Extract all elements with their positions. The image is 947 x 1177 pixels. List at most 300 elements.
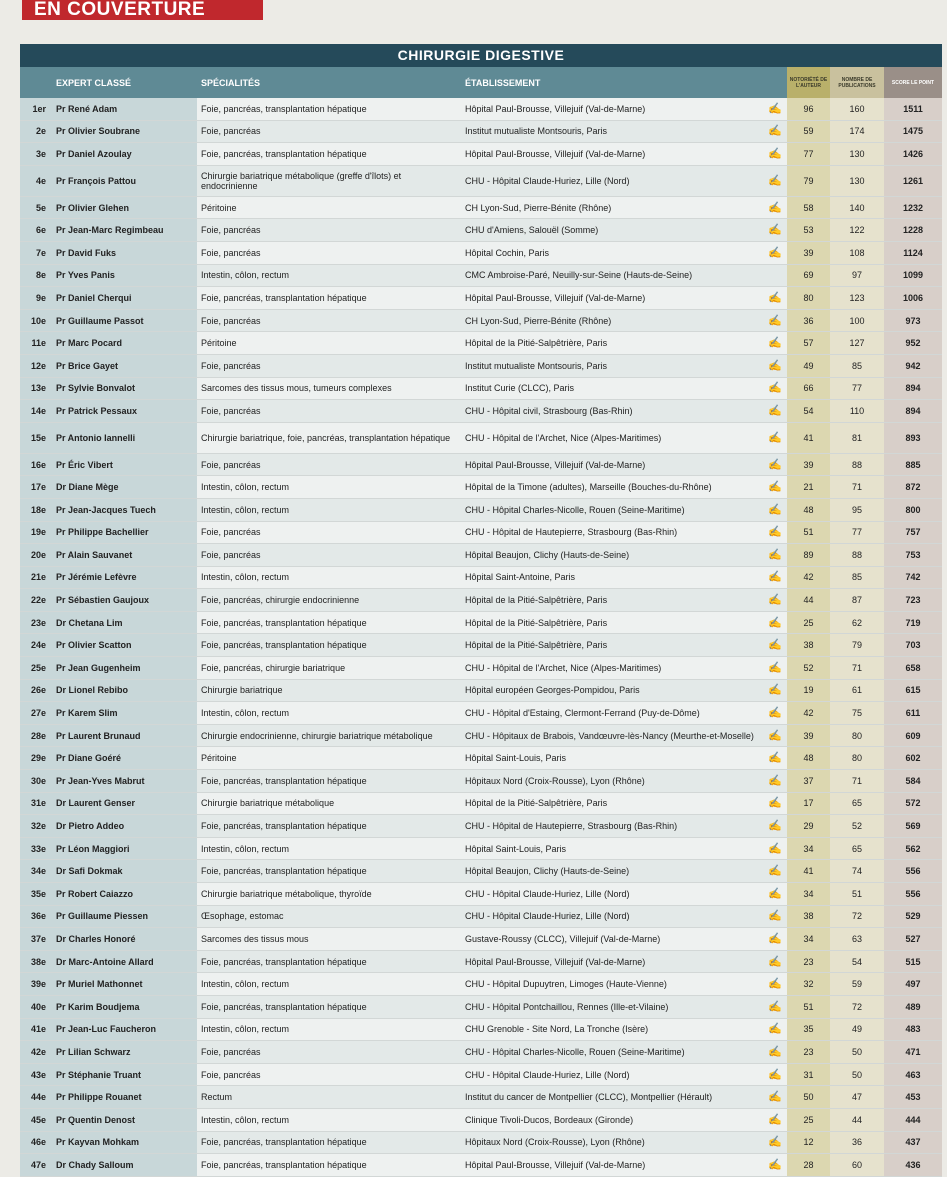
expert-name: Pr Philippe Rouanet bbox=[52, 1086, 197, 1109]
specialite: Foie, pancréas bbox=[197, 241, 461, 264]
specialite: Foie, pancréas, transplantation hépatique bbox=[197, 287, 461, 310]
publications-value: 100 bbox=[830, 309, 884, 332]
score-value: 753 bbox=[884, 544, 942, 567]
expert-name: Pr Brice Gayet bbox=[52, 354, 197, 377]
etablissement: Hôpital Saint-Louis, Paris bbox=[461, 837, 763, 860]
table-row bbox=[20, 702, 942, 725]
rank-cell: 13e bbox=[20, 377, 52, 400]
table-row bbox=[20, 309, 942, 332]
ranking-table bbox=[20, 67, 942, 1177]
etablissement: Institut mutualiste Montsouris, Paris bbox=[461, 120, 763, 143]
rank-cell: 5e bbox=[20, 196, 52, 219]
etablissement: Hôpital de la Pitié-Salpêtrière, Paris bbox=[461, 792, 763, 815]
notoriete-value: 96 bbox=[787, 98, 830, 120]
score-value: 615 bbox=[884, 679, 942, 702]
etablissement: Hôpitaux Nord (Croix-Rousse), Lyon (Rhône) bbox=[461, 770, 763, 793]
publications-value: 49 bbox=[830, 1018, 884, 1041]
table-row bbox=[20, 498, 942, 521]
writing-hand-icon: ✍ bbox=[763, 521, 787, 544]
rank-cell: 10e bbox=[20, 309, 52, 332]
etablissement: CHU - Hôpital Claude-Huriez, Lille (Nord) bbox=[461, 905, 763, 928]
specialite: Péritoine bbox=[197, 332, 461, 355]
publications-value: 77 bbox=[830, 377, 884, 400]
score-value: 602 bbox=[884, 747, 942, 770]
notoriete-value: 36 bbox=[787, 309, 830, 332]
table-row bbox=[20, 120, 942, 143]
notoriete-value: 52 bbox=[787, 657, 830, 680]
expert-header: EXPERT CLASSÉ bbox=[52, 67, 197, 98]
rank-cell: 16e bbox=[20, 453, 52, 476]
notoriete-value: 19 bbox=[787, 679, 830, 702]
rank-cell: 15e bbox=[20, 422, 52, 453]
score-value: 893 bbox=[884, 422, 942, 453]
score-value: 894 bbox=[884, 377, 942, 400]
table-row bbox=[20, 566, 942, 589]
etablissement: Hôpital Paul-Brousse, Villejuif (Val-de-Marne) bbox=[461, 287, 763, 310]
specialite: Chirurgie bariatrique métabolique, thyroïde bbox=[197, 883, 461, 906]
score-value: 515 bbox=[884, 950, 942, 973]
rank-cell: 36e bbox=[20, 905, 52, 928]
specialite: Foie, pancréas bbox=[197, 219, 461, 242]
table-row bbox=[20, 165, 942, 196]
publications-value: 62 bbox=[830, 611, 884, 634]
writing-hand-icon: ✍ bbox=[763, 679, 787, 702]
expert-name: Pr François Pattou bbox=[52, 165, 197, 196]
publications-value: 71 bbox=[830, 770, 884, 793]
section-banner: EN COUVERTURE bbox=[22, 0, 263, 20]
expert-name: Pr Patrick Pessaux bbox=[52, 400, 197, 423]
expert-name: Pr Léon Maggiori bbox=[52, 837, 197, 860]
expert-name: Pr Laurent Brunaud bbox=[52, 724, 197, 747]
expert-name: Pr Karim Boudjema bbox=[52, 995, 197, 1018]
notoriete-value: 12 bbox=[787, 1131, 830, 1154]
publications-value: 54 bbox=[830, 950, 884, 973]
publications-value: 52 bbox=[830, 815, 884, 838]
expert-name: Pr Quentin Denost bbox=[52, 1108, 197, 1131]
score-value: 1006 bbox=[884, 287, 942, 310]
etablissement: Hôpital de la Pitié-Salpêtrière, Paris bbox=[461, 611, 763, 634]
rank-cell: 6e bbox=[20, 219, 52, 242]
writing-hand-icon: ✍ bbox=[763, 724, 787, 747]
publications-value: 36 bbox=[830, 1131, 884, 1154]
notoriete-value: 58 bbox=[787, 196, 830, 219]
etablissement: CHU d'Amiens, Salouël (Somme) bbox=[461, 219, 763, 242]
specialite: Foie, pancréas, transplantation hépatique bbox=[197, 98, 461, 120]
publications-value: 60 bbox=[830, 1154, 884, 1177]
publications-value: 123 bbox=[830, 287, 884, 310]
rank-cell: 19e bbox=[20, 521, 52, 544]
notoriete-value: 51 bbox=[787, 521, 830, 544]
writing-hand-icon: ✍ bbox=[763, 1131, 787, 1154]
notoriete-value: 49 bbox=[787, 354, 830, 377]
publications-value: 61 bbox=[830, 679, 884, 702]
table-row bbox=[20, 1131, 942, 1154]
writing-hand-icon: ✍ bbox=[763, 883, 787, 906]
publications-value: 80 bbox=[830, 747, 884, 770]
table-row bbox=[20, 950, 942, 973]
specialite: Foie, pancréas bbox=[197, 309, 461, 332]
table-row bbox=[20, 143, 942, 166]
specialite: Sarcomes des tissus mous, tumeurs complexes bbox=[197, 377, 461, 400]
writing-hand-icon: ✍ bbox=[763, 860, 787, 883]
writing-hand-icon: ✍ bbox=[763, 1108, 787, 1131]
notoriete-value: 32 bbox=[787, 973, 830, 996]
specialite: Œsophage, estomac bbox=[197, 905, 461, 928]
specialite: Foie, pancréas bbox=[197, 544, 461, 567]
specialite: Intestin, côlon, rectum bbox=[197, 566, 461, 589]
rank-cell: 43e bbox=[20, 1063, 52, 1086]
table-row bbox=[20, 589, 942, 612]
publications-value: 140 bbox=[830, 196, 884, 219]
etablissement: Hôpital Cochin, Paris bbox=[461, 241, 763, 264]
etablissement: Institut du cancer de Montpellier (CLCC), Montpellier (Hérault) bbox=[461, 1086, 763, 1109]
table-row bbox=[20, 377, 942, 400]
etablissement: CHU - Hôpital de l'Archet, Nice (Alpes-Maritimes) bbox=[461, 657, 763, 680]
score-value: 471 bbox=[884, 1041, 942, 1064]
specialite: Foie, pancréas bbox=[197, 521, 461, 544]
notoriete-value: 48 bbox=[787, 498, 830, 521]
publications-value: 79 bbox=[830, 634, 884, 657]
specialite: Foie, pancréas, transplantation hépatique bbox=[197, 611, 461, 634]
writing-hand-icon: ✍ bbox=[763, 770, 787, 793]
expert-name: Pr Diane Goéré bbox=[52, 747, 197, 770]
score-header: SCORE LE POINT bbox=[884, 67, 942, 98]
specialite: Intestin, côlon, rectum bbox=[197, 264, 461, 287]
notoriete-value: 34 bbox=[787, 928, 830, 951]
table-row bbox=[20, 264, 942, 287]
etablissement: Hôpital Paul-Brousse, Villejuif (Val-de-Marne) bbox=[461, 453, 763, 476]
score-value: 463 bbox=[884, 1063, 942, 1086]
table-row bbox=[20, 196, 942, 219]
rank-header bbox=[20, 67, 52, 98]
score-value: 497 bbox=[884, 973, 942, 996]
rank-cell: 21e bbox=[20, 566, 52, 589]
specialite: Foie, pancréas, transplantation hépatique bbox=[197, 634, 461, 657]
rank-cell: 25e bbox=[20, 657, 52, 680]
table-row bbox=[20, 400, 942, 423]
writing-hand-icon: ✍ bbox=[763, 815, 787, 838]
expert-name: Pr Guillaume Passot bbox=[52, 309, 197, 332]
score-value: 556 bbox=[884, 860, 942, 883]
expert-name: Dr Safi Dokmak bbox=[52, 860, 197, 883]
writing-hand-icon: ✍ bbox=[763, 453, 787, 476]
notoriete-value: 39 bbox=[787, 241, 830, 264]
rank-cell: 37e bbox=[20, 928, 52, 951]
etablissement: Hôpital Paul-Brousse, Villejuif (Val-de-Marne) bbox=[461, 950, 763, 973]
score-value: 572 bbox=[884, 792, 942, 815]
specialite: Chirurgie bariatrique, foie, pancréas, transplantation hépatique bbox=[197, 422, 461, 453]
publications-value: 72 bbox=[830, 995, 884, 1018]
etablissement-header: ÉTABLISSEMENT bbox=[461, 67, 763, 98]
table-body bbox=[20, 98, 942, 1176]
notoriete-value: 37 bbox=[787, 770, 830, 793]
etablissement: CHU - Hôpital Charles-Nicolle, Rouen (Seine-Maritime) bbox=[461, 498, 763, 521]
etablissement: Hôpital européen Georges-Pompidou, Paris bbox=[461, 679, 763, 702]
score-value: 584 bbox=[884, 770, 942, 793]
publications-value: 110 bbox=[830, 400, 884, 423]
publications-value: 130 bbox=[830, 165, 884, 196]
notoriete-value: 17 bbox=[787, 792, 830, 815]
publications-value: 75 bbox=[830, 702, 884, 725]
expert-name: Pr Alain Sauvanet bbox=[52, 544, 197, 567]
writing-hand-icon: ✍ bbox=[763, 1041, 787, 1064]
rank-cell: 9e bbox=[20, 287, 52, 310]
rank-cell: 20e bbox=[20, 544, 52, 567]
publications-value: 71 bbox=[830, 476, 884, 499]
rank-cell: 4e bbox=[20, 165, 52, 196]
rank-cell: 14e bbox=[20, 400, 52, 423]
writing-hand-icon: ✍ bbox=[763, 1086, 787, 1109]
etablissement: Hôpital Beaujon, Clichy (Hauts-de-Seine) bbox=[461, 544, 763, 567]
table-row bbox=[20, 657, 942, 680]
etablissement: Hôpital Beaujon, Clichy (Hauts-de-Seine) bbox=[461, 860, 763, 883]
expert-name: Pr Jean-Yves Mabrut bbox=[52, 770, 197, 793]
writing-hand-icon: ✍ bbox=[763, 589, 787, 612]
rank-cell: 34e bbox=[20, 860, 52, 883]
publications-value: 127 bbox=[830, 332, 884, 355]
score-value: 611 bbox=[884, 702, 942, 725]
specialite: Foie, pancréas bbox=[197, 453, 461, 476]
notoriete-value: 34 bbox=[787, 883, 830, 906]
specialite: Foie, pancréas, transplantation hépatique bbox=[197, 815, 461, 838]
specialite: Intestin, côlon, rectum bbox=[197, 498, 461, 521]
specialite: Foie, pancréas bbox=[197, 400, 461, 423]
expert-name: Dr Laurent Genser bbox=[52, 792, 197, 815]
etablissement: CHU - Hôpital Dupuytren, Limoges (Haute-Vienne) bbox=[461, 973, 763, 996]
publications-value: 95 bbox=[830, 498, 884, 521]
writing-hand-icon: ✍ bbox=[763, 950, 787, 973]
rank-cell: 42e bbox=[20, 1041, 52, 1064]
publications-value: 65 bbox=[830, 837, 884, 860]
table-row bbox=[20, 679, 942, 702]
rank-cell: 28e bbox=[20, 724, 52, 747]
publications-value: 87 bbox=[830, 589, 884, 612]
publications-value: 122 bbox=[830, 219, 884, 242]
specialite: Foie, pancréas, transplantation hépatique bbox=[197, 1131, 461, 1154]
etablissement: Hôpital Paul-Brousse, Villejuif (Val-de-Marne) bbox=[461, 1154, 763, 1177]
expert-name: Pr Olivier Glehen bbox=[52, 196, 197, 219]
score-value: 952 bbox=[884, 332, 942, 355]
specialite: Intestin, côlon, rectum bbox=[197, 1108, 461, 1131]
publications-value: 97 bbox=[830, 264, 884, 287]
etablissement: CHU - Hôpital Claude-Huriez, Lille (Nord) bbox=[461, 883, 763, 906]
score-value: 942 bbox=[884, 354, 942, 377]
expert-name: Pr Guillaume Piessen bbox=[52, 905, 197, 928]
rank-cell: 33e bbox=[20, 837, 52, 860]
publications-value: 65 bbox=[830, 792, 884, 815]
expert-name: Dr Marc-Antoine Allard bbox=[52, 950, 197, 973]
notoriete-value: 41 bbox=[787, 860, 830, 883]
score-value: 742 bbox=[884, 566, 942, 589]
writing-hand-icon: ✍ bbox=[763, 544, 787, 567]
publications-value: 59 bbox=[830, 973, 884, 996]
writing-hand-icon: ✍ bbox=[763, 165, 787, 196]
expert-name: Dr Charles Honoré bbox=[52, 928, 197, 951]
score-value: 894 bbox=[884, 400, 942, 423]
etablissement: Hôpital de la Timone (adultes), Marseille (Bouches-du-Rhône) bbox=[461, 476, 763, 499]
publications-value: 74 bbox=[830, 860, 884, 883]
score-value: 569 bbox=[884, 815, 942, 838]
rank-cell: 31e bbox=[20, 792, 52, 815]
etablissement: CHU - Hôpitaux de Brabois, Vandœuvre-lès-Nancy (Meurthe-et-Moselle) bbox=[461, 724, 763, 747]
expert-name: Pr David Fuks bbox=[52, 241, 197, 264]
etablissement: Institut mutualiste Montsouris, Paris bbox=[461, 354, 763, 377]
icon-header bbox=[763, 67, 787, 98]
score-value: 529 bbox=[884, 905, 942, 928]
specialite: Intestin, côlon, rectum bbox=[197, 702, 461, 725]
specialite: Rectum bbox=[197, 1086, 461, 1109]
notoriete-value: 66 bbox=[787, 377, 830, 400]
expert-name: Pr Jean Gugenheim bbox=[52, 657, 197, 680]
notoriete-value: 69 bbox=[787, 264, 830, 287]
writing-hand-icon: ✍ bbox=[763, 928, 787, 951]
writing-hand-icon: ✍ bbox=[763, 120, 787, 143]
expert-name: Pr Lilian Schwarz bbox=[52, 1041, 197, 1064]
notoriete-value: 21 bbox=[787, 476, 830, 499]
notoriete-value: 48 bbox=[787, 747, 830, 770]
expert-name: Pr Karem Slim bbox=[52, 702, 197, 725]
etablissement: CHU - Hôpital Charles-Nicolle, Rouen (Seine-Maritime) bbox=[461, 1041, 763, 1064]
publications-value: 47 bbox=[830, 1086, 884, 1109]
specialites-header: SPÉCIALITÉS bbox=[197, 67, 461, 98]
specialite: Sarcomes des tissus mous bbox=[197, 928, 461, 951]
notoriete-value: 35 bbox=[787, 1018, 830, 1041]
writing-hand-icon: ✍ bbox=[763, 702, 787, 725]
notoriete-value: 42 bbox=[787, 566, 830, 589]
etablissement: Hôpitaux Nord (Croix-Rousse), Lyon (Rhône) bbox=[461, 1131, 763, 1154]
expert-name: Pr Jean-Jacques Tuech bbox=[52, 498, 197, 521]
expert-name: Pr Yves Panis bbox=[52, 264, 197, 287]
writing-hand-icon: ✍ bbox=[763, 1154, 787, 1177]
publications-value: 85 bbox=[830, 566, 884, 589]
notoriete-value: 38 bbox=[787, 905, 830, 928]
table-row bbox=[20, 1108, 942, 1131]
etablissement: CH Lyon-Sud, Pierre-Bénite (Rhône) bbox=[461, 196, 763, 219]
score-value: 1232 bbox=[884, 196, 942, 219]
rank-cell: 47e bbox=[20, 1154, 52, 1177]
expert-name: Pr Daniel Cherqui bbox=[52, 287, 197, 310]
specialite: Foie, pancréas, transplantation hépatique bbox=[197, 770, 461, 793]
specialite: Foie, pancréas, transplantation hépatique bbox=[197, 950, 461, 973]
expert-name: Pr Olivier Scatton bbox=[52, 634, 197, 657]
writing-hand-icon: ✍ bbox=[763, 196, 787, 219]
publications-value: 44 bbox=[830, 1108, 884, 1131]
publications-value: 108 bbox=[830, 241, 884, 264]
score-value: 1124 bbox=[884, 241, 942, 264]
notoriete-value: 23 bbox=[787, 1041, 830, 1064]
writing-hand-icon: ✍ bbox=[763, 657, 787, 680]
etablissement: CHU - Hôpital de l'Archet, Nice (Alpes-Maritimes) bbox=[461, 422, 763, 453]
expert-name: Pr Sylvie Bonvalot bbox=[52, 377, 197, 400]
writing-hand-icon: ✍ bbox=[763, 377, 787, 400]
specialite: Foie, pancréas bbox=[197, 354, 461, 377]
specialite: Intestin, côlon, rectum bbox=[197, 973, 461, 996]
specialite: Chirurgie endocrinienne, chirurgie bariatrique métabolique bbox=[197, 724, 461, 747]
writing-hand-icon: ✍ bbox=[763, 611, 787, 634]
score-value: 1228 bbox=[884, 219, 942, 242]
notoriete-value: 77 bbox=[787, 143, 830, 166]
table-row bbox=[20, 98, 942, 120]
table-header-row bbox=[20, 67, 942, 98]
notoriete-value: 31 bbox=[787, 1063, 830, 1086]
publications-value: 72 bbox=[830, 905, 884, 928]
notoriete-value: 25 bbox=[787, 611, 830, 634]
expert-name: Pr Stéphanie Truant bbox=[52, 1063, 197, 1086]
expert-name: Pr Jean-Marc Regimbeau bbox=[52, 219, 197, 242]
rank-cell: 32e bbox=[20, 815, 52, 838]
specialite: Chirurgie bariatrique métabolique (greffe d'îlots) et endocrinienne bbox=[197, 165, 461, 196]
rank-cell: 11e bbox=[20, 332, 52, 355]
score-value: 658 bbox=[884, 657, 942, 680]
writing-hand-icon bbox=[763, 264, 787, 287]
notoriete-value: 28 bbox=[787, 1154, 830, 1177]
writing-hand-icon: ✍ bbox=[763, 354, 787, 377]
writing-hand-icon: ✍ bbox=[763, 634, 787, 657]
etablissement: CHU - Hôpital de Hautepierre, Strasbourg (Bas-Rhin) bbox=[461, 815, 763, 838]
table-row bbox=[20, 634, 942, 657]
writing-hand-icon: ✍ bbox=[763, 566, 787, 589]
score-value: 1261 bbox=[884, 165, 942, 196]
notoriete-value: 34 bbox=[787, 837, 830, 860]
rank-cell: 23e bbox=[20, 611, 52, 634]
table-row bbox=[20, 792, 942, 815]
rank-cell: 1er bbox=[20, 98, 52, 120]
table-row bbox=[20, 354, 942, 377]
table-row bbox=[20, 860, 942, 883]
specialite: Intestin, côlon, rectum bbox=[197, 1018, 461, 1041]
expert-name: Pr Jean-Luc Faucheron bbox=[52, 1018, 197, 1041]
publications-value: 80 bbox=[830, 724, 884, 747]
specialite: Foie, pancréas, chirurgie bariatrique bbox=[197, 657, 461, 680]
score-value: 973 bbox=[884, 309, 942, 332]
publications-value: 50 bbox=[830, 1041, 884, 1064]
publications-value: 51 bbox=[830, 883, 884, 906]
publications-value: 63 bbox=[830, 928, 884, 951]
table-row bbox=[20, 724, 942, 747]
table-row bbox=[20, 287, 942, 310]
expert-name: Pr René Adam bbox=[52, 98, 197, 120]
rank-cell: 41e bbox=[20, 1018, 52, 1041]
expert-name: Pr Robert Caiazzo bbox=[52, 883, 197, 906]
specialite: Péritoine bbox=[197, 747, 461, 770]
table-row bbox=[20, 422, 942, 453]
score-value: 437 bbox=[884, 1131, 942, 1154]
table-row bbox=[20, 837, 942, 860]
writing-hand-icon: ✍ bbox=[763, 1063, 787, 1086]
notoriete-value: 89 bbox=[787, 544, 830, 567]
expert-name: Dr Lionel Rebibo bbox=[52, 679, 197, 702]
writing-hand-icon: ✍ bbox=[763, 287, 787, 310]
rank-cell: 2e bbox=[20, 120, 52, 143]
table-row bbox=[20, 241, 942, 264]
specialite: Intestin, côlon, rectum bbox=[197, 837, 461, 860]
specialite: Péritoine bbox=[197, 196, 461, 219]
rank-cell: 22e bbox=[20, 589, 52, 612]
notoriete-value: 42 bbox=[787, 702, 830, 725]
rank-cell: 29e bbox=[20, 747, 52, 770]
expert-name: Dr Chady Salloum bbox=[52, 1154, 197, 1177]
expert-name: Pr Philippe Bachellier bbox=[52, 521, 197, 544]
score-value: 453 bbox=[884, 1086, 942, 1109]
specialite: Chirurgie bariatrique métabolique bbox=[197, 792, 461, 815]
publications-value: 85 bbox=[830, 354, 884, 377]
expert-name: Pr Kayvan Mohkam bbox=[52, 1131, 197, 1154]
etablissement: CHU - Hôpital Claude-Huriez, Lille (Nord) bbox=[461, 165, 763, 196]
notoriete-value: 23 bbox=[787, 950, 830, 973]
writing-hand-icon: ✍ bbox=[763, 422, 787, 453]
table-row bbox=[20, 928, 942, 951]
rank-cell: 12e bbox=[20, 354, 52, 377]
